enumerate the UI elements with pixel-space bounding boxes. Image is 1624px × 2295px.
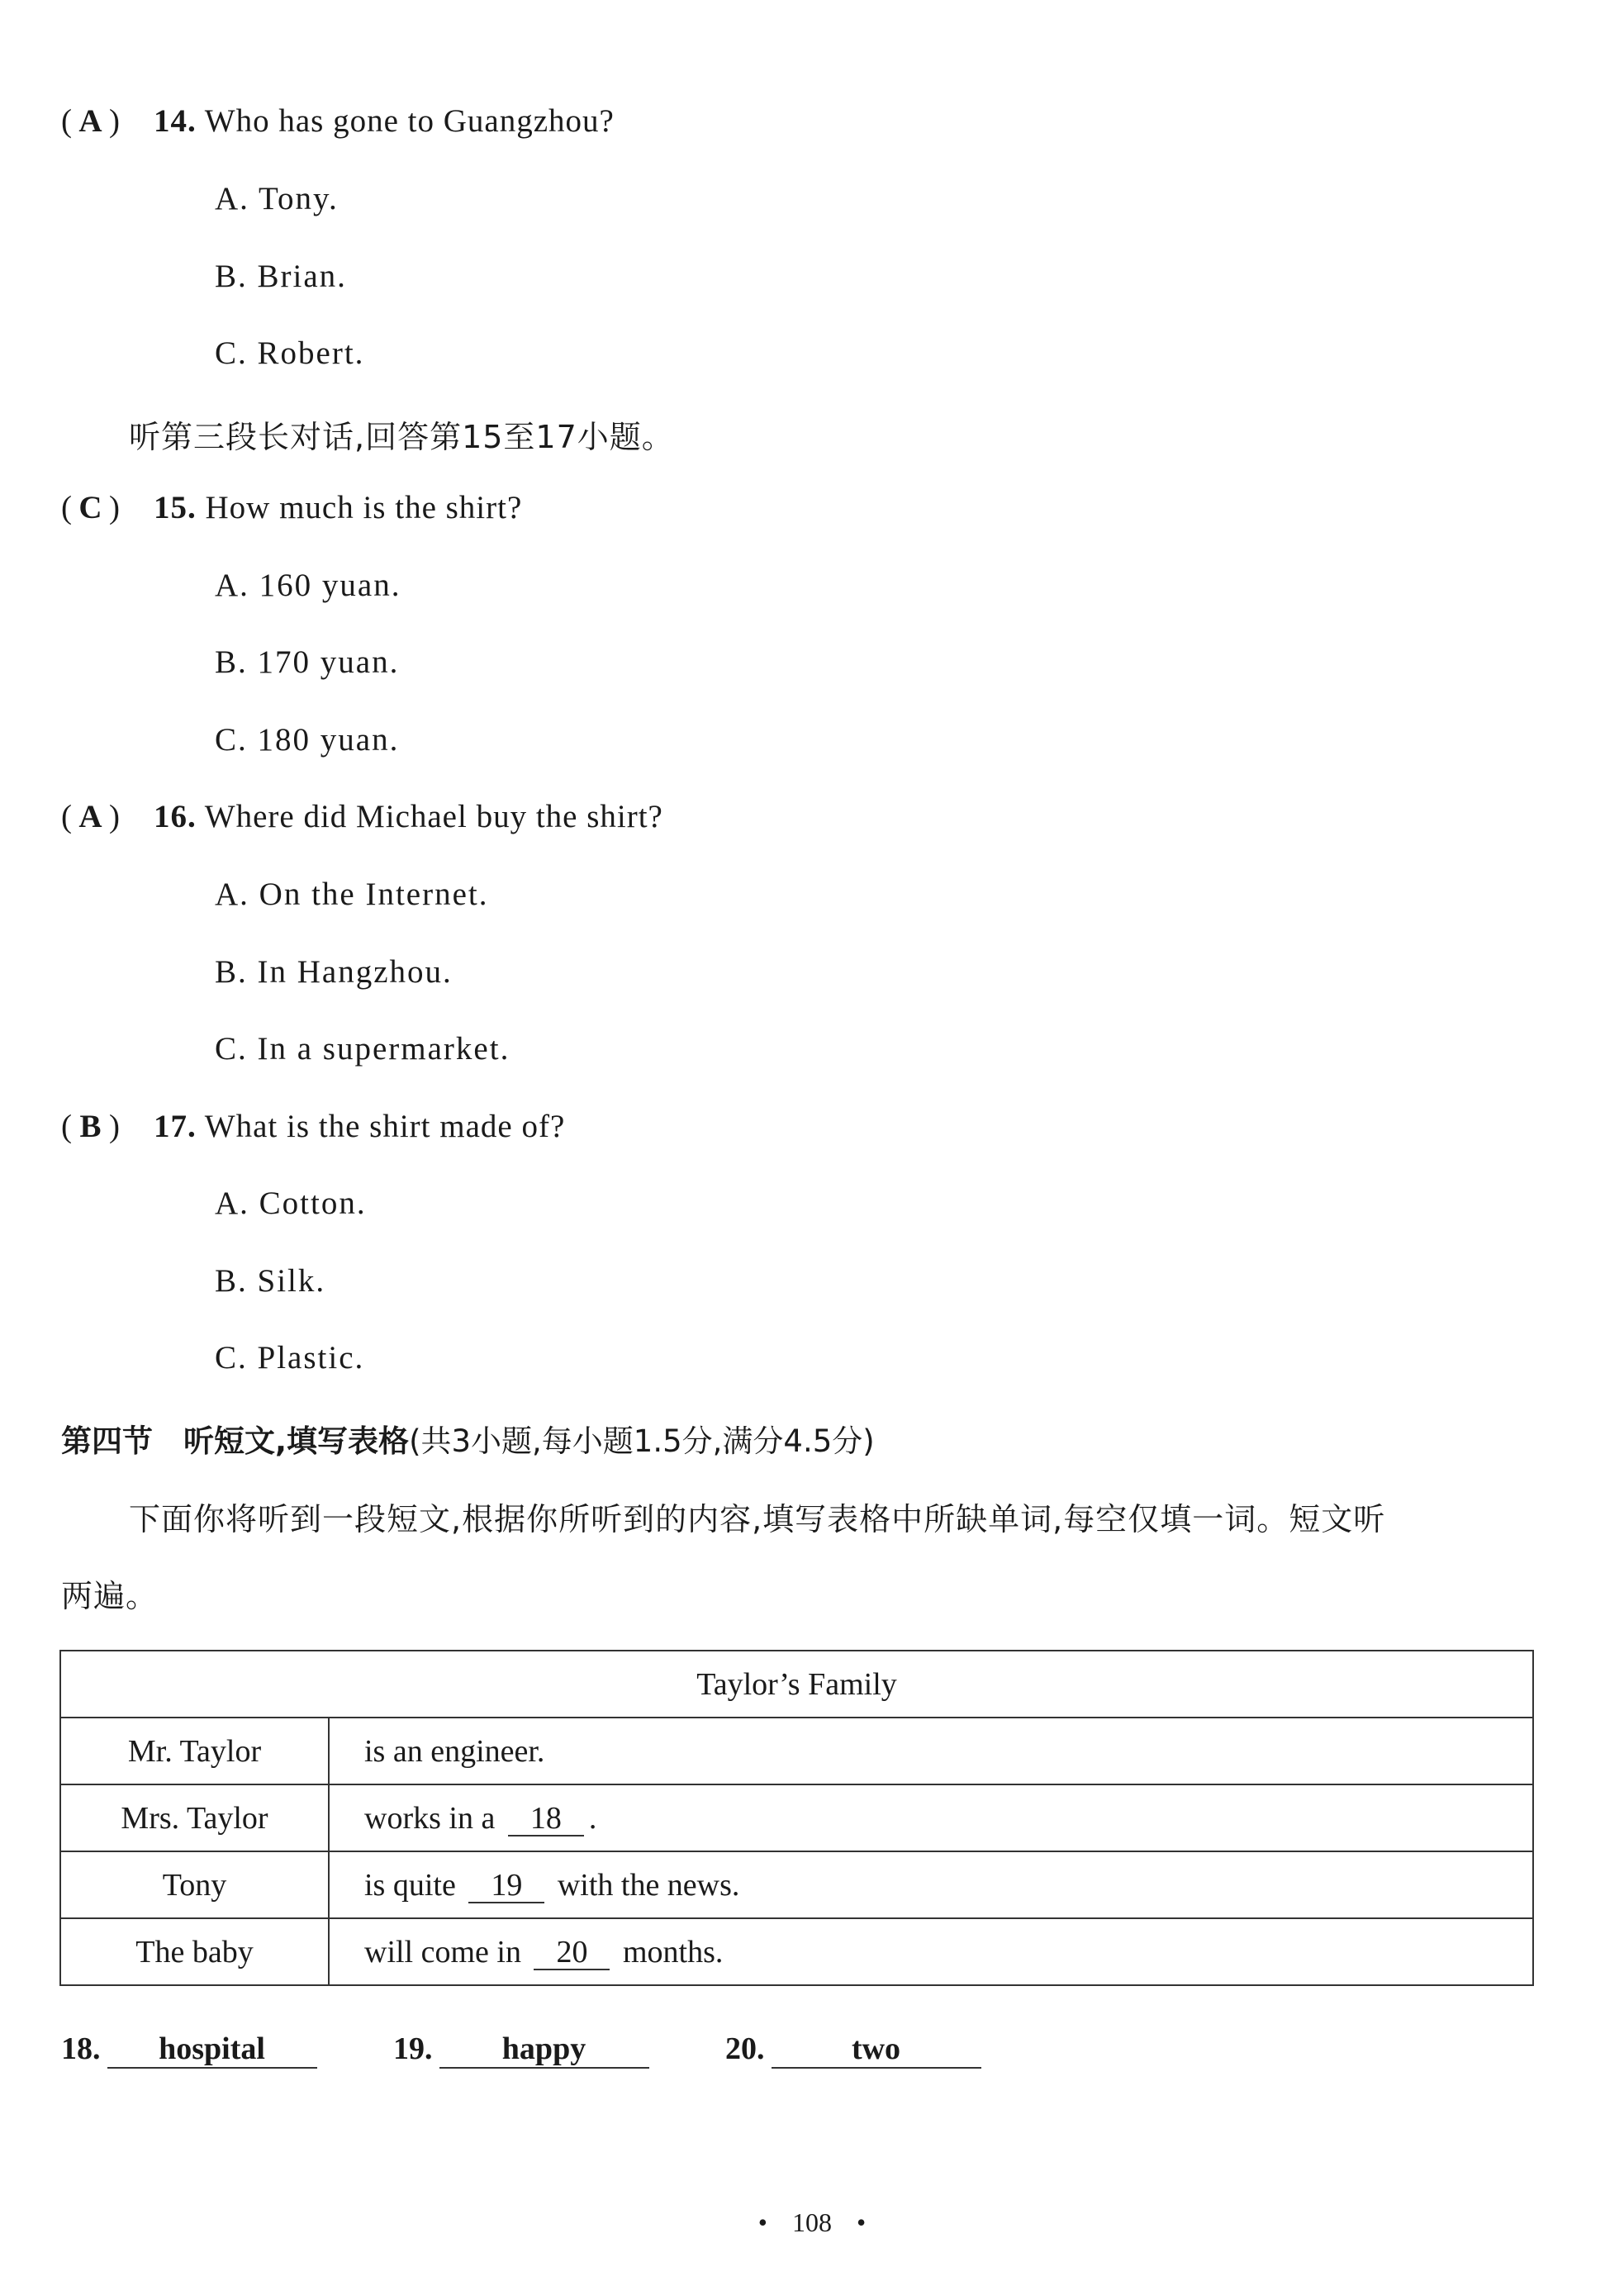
question-number: 15. (154, 490, 197, 525)
question-number: 16. (154, 799, 197, 834)
answer-value: two (772, 2031, 981, 2069)
blank-19: 19 (468, 1869, 544, 1903)
option-a: A. Cotton. (215, 1186, 367, 1221)
question-text: How much is the shirt? (205, 490, 523, 525)
option-a: A. Tony. (215, 181, 339, 216)
option-c: C. Robert. (215, 335, 365, 371)
answer-20: 20. two (725, 2031, 981, 2069)
question-14: ( A ) 14. Who has gone to Guangzhou? (61, 103, 615, 139)
option-c: C. Plastic. (215, 1340, 365, 1376)
table-row (60, 1718, 1533, 1784)
bullet-icon: • (857, 2207, 867, 2237)
answer-letter: B (79, 1109, 102, 1144)
answer-letter: A (78, 799, 103, 834)
instruction-dialog-3: 听第三段长对话,回答第15至17小题。 (129, 419, 674, 455)
section-instruction-continued: 两遍。 (61, 1578, 159, 1614)
question-text: Who has gone to Guangzhou? (204, 103, 615, 139)
option-a: A. On the Internet. (215, 877, 489, 912)
option-c: C. 180 yuan. (215, 722, 400, 758)
section-score: (共3小题,每小题1.5分,满分4.5分) (409, 1423, 875, 1459)
answer-value: hospital (107, 2031, 317, 2069)
blank-20: 20 (534, 1936, 610, 1970)
table-row (60, 1851, 1533, 1918)
family-member: The baby (60, 1918, 329, 1985)
question-17: ( B ) 17. What is the shirt made of? (61, 1109, 566, 1144)
bullet-icon: • (757, 2207, 767, 2237)
section-title: 第四节 听短文,填写表格 (61, 1423, 410, 1459)
question-16: ( A ) 16. Where did Michael buy the shirt? (61, 799, 663, 834)
question-text: What is the shirt made of? (204, 1109, 566, 1144)
family-member: Tony (60, 1851, 329, 1918)
taylor-family-table (59, 1650, 1534, 1986)
table-row (60, 1784, 1533, 1851)
option-b: B. Silk. (215, 1263, 326, 1299)
section-heading (61, 1416, 875, 1461)
blank-18: 18 (508, 1802, 584, 1836)
option-a: A. 160 yuan. (215, 568, 401, 603)
option-b: B. 170 yuan. (215, 644, 400, 680)
table-title: Taylor’s Family (60, 1651, 1533, 1718)
option-b: B. In Hangzhou. (215, 954, 453, 990)
option-c: C. In a supermarket. (215, 1031, 510, 1067)
question-15: ( C ) 15. How much is the shirt? (61, 490, 523, 525)
answer-letter: C (78, 490, 103, 525)
member-description: will come in 20 months. (329, 1918, 1533, 1985)
member-description: is quite 19 with the news. (329, 1851, 1533, 1918)
option-b: B. Brian. (215, 259, 347, 294)
member-description: works in a 18 . (329, 1784, 1533, 1851)
member-description: is an engineer. (329, 1718, 1533, 1784)
answer-18: 18. hospital (61, 2031, 317, 2069)
family-member: Mrs. Taylor (60, 1784, 329, 1851)
page-number: 108 (792, 2207, 832, 2237)
table-header-row (60, 1651, 1533, 1718)
answer-value: happy (439, 2031, 649, 2069)
section-instruction: 下面你将听到一段短文,根据你所听到的内容,填写表格中所缺单词,每空仅填一词。短文听 (129, 1501, 1386, 1537)
table-row (60, 1918, 1533, 1985)
question-number: 17. (154, 1109, 197, 1144)
question-text: Where did Michael buy the shirt? (204, 799, 663, 834)
page-footer (0, 2207, 1624, 2238)
answer-letter: A (78, 103, 103, 139)
family-member: Mr. Taylor (60, 1718, 329, 1784)
question-number: 14. (154, 103, 197, 139)
answer-19: 19. happy (393, 2031, 649, 2069)
